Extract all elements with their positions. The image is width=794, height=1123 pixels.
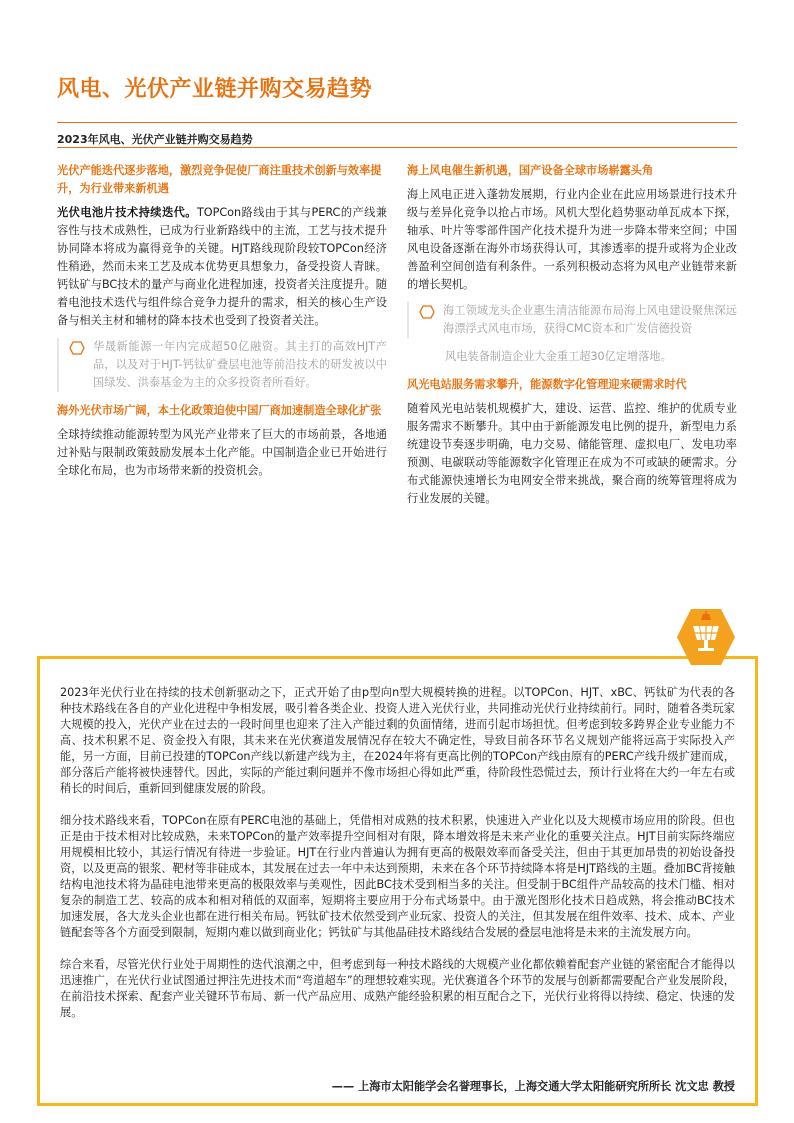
right-highlight-1 <box>407 302 737 338</box>
right-highlight-1-text: 海工领域龙头企业惠生清洁能源布局海上风电建设聚焦深远海漂浮式风电市场，获得CMC资本和广发信德投资 <box>443 304 737 335</box>
section-subtitle: 2023年风电、光伏产业链并购交易趋势 <box>57 133 253 146</box>
right-highlight-2: 风电装备制造企业大金重工超30亿定增落地。 <box>445 350 672 363</box>
left-column <box>57 162 387 488</box>
left-lead: 光伏电池片技术持续迭代。 <box>57 206 197 219</box>
quote-paragraph-1: 2023年光伏行业在持续的技术创新驱动之下，正式开始了由p型向n型大规模转换的进程。以TOPCon、HJT、xBC、钙钛矿为代表的各种技术路线在各自的产业化进程中争相发展，吸引着各类企业、投资人进入光伏行业，共同推动光伏行业持续前行。同时，随着各类玩家大规模的投入，光伏产业在过去的一段时间里也迎来了注入产能过剩的负面情绪，进而引起市场担忧。但考虑到较多跨界企业专业能力不高、技术积累不足、资金投入有限，其未来在光伏赛道发展情况存在较大不确定性，导致目前各环节名义规划产能将远高于实际投入产能，另一方面，目前已投建的TOPCon产线以新建产线为主，在2024年将有更高比例的TOPCon产线由原有的PERC产线升级扩建而成，部分落后产能将被快速替代。因此，实际的产能过剩问题并不像市场担心得如此严重，待阶段性恐慌过去，预计行业将在大约一年左右或稍长的时间后，重新回到健康发展的阶段。 <box>60 686 735 795</box>
quote-paragraph-3: 综合来看，尽管光伏行业处于周期性的迭代浪潮之中，但考虑到每一种技术路线的大规模产业化都依赖着配套产业链的紧密配合才能得以迅速推广，在光伏行业试图通过押注先进技术而“弯道超车”的理想较难实现。光伏赛道各个环节的发展与创新都需要配合产业发展阶段，在前沿技术探索、配套产业关键环节布局、新一代产品应用、成熟产能经验积累的相互配合之下，光伏行业将得以持续、稳定、快速的发展。 <box>60 958 735 1019</box>
left-heading-1: 光伏产能迭代逐步落地，激烈竞争促使厂商注重技术创新与效率提升，为行业带来新机遇 <box>57 164 382 195</box>
right-column <box>407 162 737 516</box>
hexagon-icon <box>419 305 435 319</box>
rule-top <box>57 122 737 123</box>
page-title: 风电、光伏产业链并购交易趋势 <box>57 77 373 102</box>
right-paragraph-1: 海上风电正进入蓬勃发展期，行业内企业在此应用场景进行技术升级与差异化竞争以抢占市场。风机大型化趋势驱动单瓦成本下探，轴承、叶片等零部件国产化技术提升为进一步降本带来空间；中国风电设备逐渐在海外市场获得认可，其渗透率的提升或将为企业改善盈利空间创造有利条件。一系列积极动态将为风电产业链带来新的增长契机。 <box>407 188 737 291</box>
left-paragraph-1 <box>57 204 387 330</box>
right-heading-2: 风光电站服务需求攀升，能源数字化管理迎来硬需求时代 <box>407 378 687 391</box>
rule-bottom <box>57 147 737 148</box>
left-highlight-1-text: 华晟新能源一年内完成超50亿融资。其主打的高效HJT产品，以及对于HJT-钙钛矿叠层电池等前沿技术的研发被以中国绿发、洪泰基金为主的众多投资者所看好。 <box>93 340 387 389</box>
hexagon-icon <box>69 341 85 355</box>
solar-panel-badge-icon <box>675 606 737 668</box>
left-heading-2: 海外光伏市场广阔，本土化政策迫使中国厂商加速制造全球化扩张 <box>57 404 382 417</box>
right-paragraph-2: 随着风光电站装机规模扩大，建设、运营、监控、维护的优质专业服务需求不断攀升。其中由于新能源发电比例的提升，新型电力系统建设节奏逐步明确，电力交易、储能管理、虚拟电厂、发电功率预测、电碳联动等能源数字化管理正在成为不可或缺的硬需求。分布式能源快速增长为电网安全带来挑战，聚合商的统筹管理将成为行业发展的关键。 <box>407 402 737 505</box>
expert-quote-box <box>37 656 758 1106</box>
left-paragraph-2: 全球持续推动能源转型为风光产业带来了巨大的市场前景，各地通过补贴与限制政策鼓励发展本土化产能。中国制造企业已开始进行全球化布局，也为市场带来新的投资机会。 <box>57 428 387 477</box>
right-heading-1: 海上风电催生新机遇，国产设备全球市场崭露头角 <box>407 164 654 177</box>
quote-attribution: —— 上海市太阳能学会名誉理事长，上海交通大学太阳能研究所所长 沈文忠 教授 <box>331 1080 735 1093</box>
left-highlight-1 <box>57 338 387 392</box>
quote-paragraph-2: 细分技术路线来看，TOPCon在原有PERC电池的基础上，凭借相对成熟的技术积累，快速进入产业化以及大规模市场应用的阶段。但也正是由于技术相对比较成熟，未来TOPCon的量产效率提升空间相对有限，降本增效将是未来产业化的重要关注点。HJT目前实际终端应用规模相比较小，其运行情况有待进一步验证。HJT在行业内普遍认为拥有更高的极限效率而备受关注，但由于其更加昂贵的初始设备投资，以及更高的银浆、靶材等非硅成本，其发展在过去一年中未达到预期，未来在各个环节持续降本将是HJT路线的主题。叠加BC背接触结构电池技术将为晶硅电池带来更高的极限效率与美观性，因此BC技术受到相当多的关注。但受制于BC组件产品较高的技术门槛、相对复杂的制造工艺、较高的成本和相对稍低的双面率，短期将主要应用于分布式场景中。由于激光图形化技术日趋成熟，将会推动BC技术加速发展，各大龙头企业也都在进行相关布局。钙钛矿技术依然受到产业玩家、投资人的关注，但其发展在组件效率、技术、成本、产业链配套等各个方面受到限制，短期内难以做到商业化；钙钛矿与其他晶硅技术路线结合发展的叠层电池将是未来的主流发展方向。 <box>60 814 735 939</box>
left-paragraph-1-text: TOPCon路线由于其与PERC的产线兼容性与技术成熟性，已成为行业新路线中的主流，工艺与技术提升协同降本将成为赢得竞争的关键。HJT路线现阶段较TOPCon经济性稍逊，然而未来工艺及成本优势更具想象力，备受投资人青睐。钙钛矿与BC技术的量产与商业化进程加速，投资者关注度提升。随着电池技术迭代与组件综合竞争力提升的需求，相关的核心生产设备与相关主材和辅材的降本技术也受到了投资者关注。 <box>57 206 387 327</box>
